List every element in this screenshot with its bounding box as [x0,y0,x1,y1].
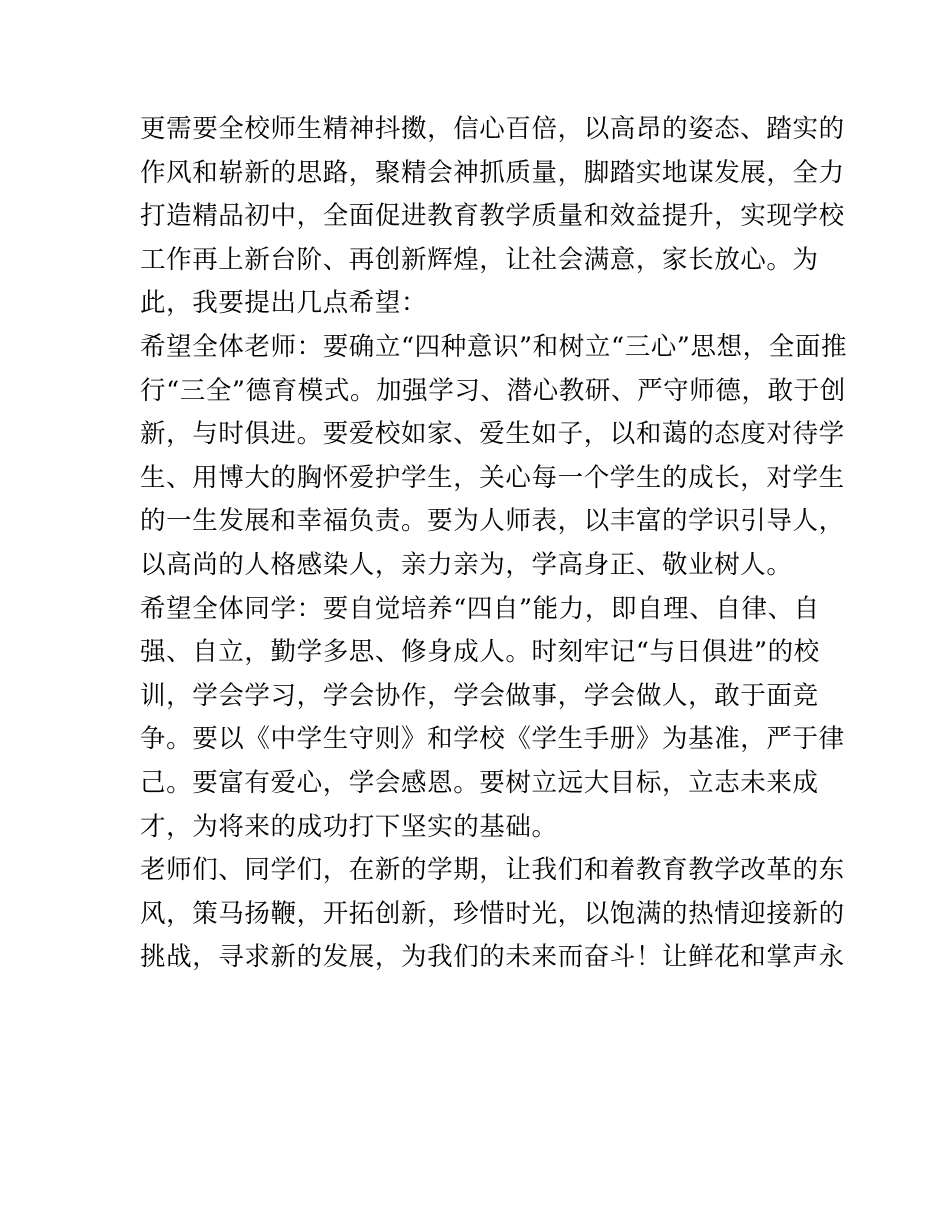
text-line: 强、自立，勤学多思、修身成人。时刻牢记“与日俱进”的校 [140,637,820,668]
text-line: 争。要以《中学生守则》和学校《学生手册》为基准，严于律 [140,724,845,755]
text-line: 希望全体老师：要确立“四种意识”和树立“三心”思想，全面推 [140,331,848,362]
text-line: 工作再上新台阶、再创新辉煌，让社会满意，家长放心。为 [140,244,819,275]
text-line: 作风和崭新的思路，聚精会神抓质量，脚踏实地谋发展，全力 [140,157,845,188]
text-line: 生、用博大的胸怀爱护学生，关心每一个学生的成长，对学生 [140,462,845,493]
text-line: 以高尚的人格感染人，亲力亲为，学高身正、敬业树人。 [140,549,793,580]
text-line: 希望全体同学：要自觉培养“四自”能力，即自理、自律、自 [140,593,820,624]
text-line: 的一生发展和幸福负责。要为人师表，以丰富的学识引导人， [140,506,845,537]
text-line: 更需要全校师生精神抖擞，信心百倍，以高昂的姿态、踏实的 [140,114,845,144]
document-body-text [140,108,848,980]
text-line: 训，学会学习，学会协作，学会做事，学会做人，敢于面竞 [140,680,819,711]
text-line: 才，为将来的成功打下坚实的基础。 [140,811,558,842]
text-line: 打造精品初中，全面促进教育教学质量和效益提升，实现学校 [140,201,845,232]
text-line: 风，策马扬鞭，开拓创新，珍惜时光，以饱满的热情迎接新的 [140,898,845,929]
text-line: 此，我要提出几点希望： [140,288,428,319]
text-line: 行“三全”德育模式。加强学习、潜心教研、严守师德，敢于创 [140,375,846,406]
text-line: 挑战，寻求新的发展，为我们的未来而奋斗！让鲜花和掌声永 [140,942,845,973]
text-line: 老师们、同学们，在新的学期，让我们和着教育教学改革的东 [140,855,845,886]
text-line: 新，与时俱进。要爱校如家、爱生如子，以和蔼的态度对待学 [140,419,845,450]
text-line: 己。要富有爱心，学会感恩。要树立远大目标，立志未来成 [140,767,819,798]
